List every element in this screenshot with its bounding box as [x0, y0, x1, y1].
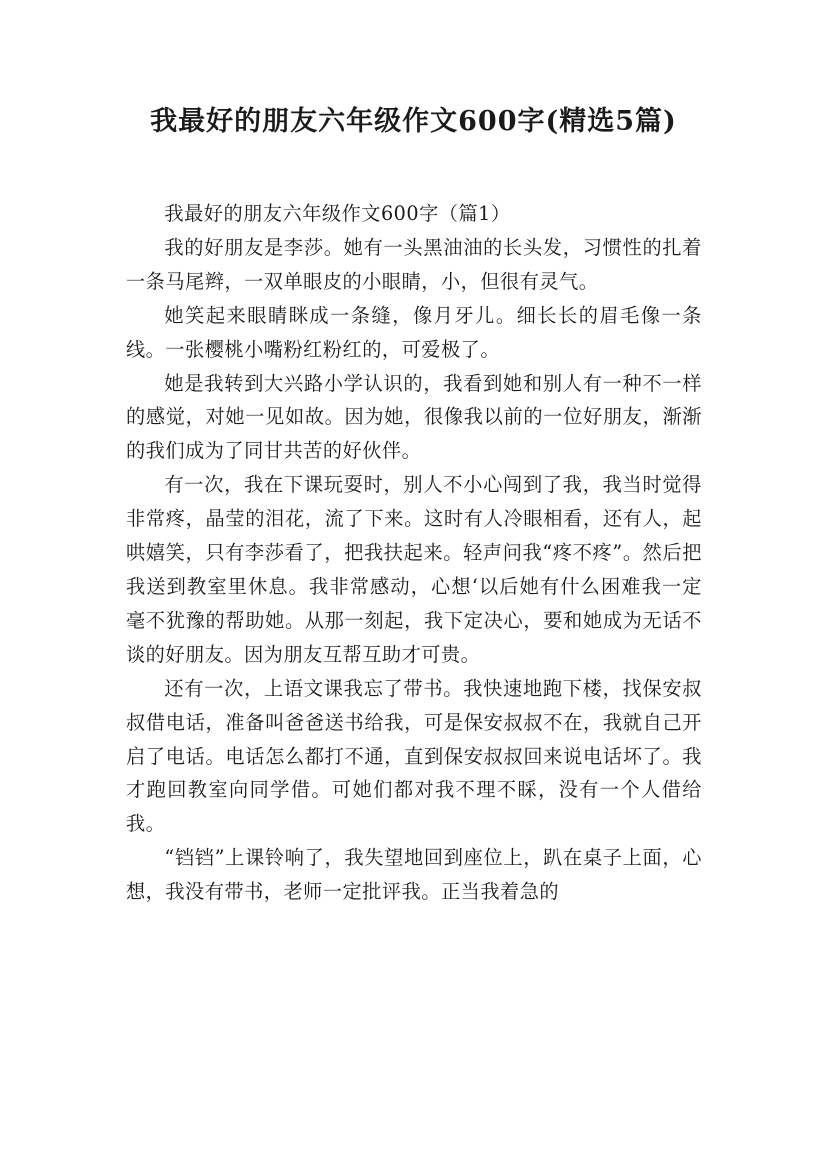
- document-title: 我最好的朋友六年级作文600字(精选5篇): [150, 106, 677, 137]
- paragraph: 她是我转到大兴路小学认识的，我看到她和别人有一种不一样的感觉，对她一见如故。因为她，很像我以前的一位好朋友，渐渐的我们成为了同甘共苦的好伙伴。: [126, 371, 702, 463]
- paragraph: 她笑起来眼睛眯成一条缝，像月牙儿。细长长的眉毛像一条线。一张樱桃小嘴粉红粉红的，可爱极了。: [126, 303, 702, 361]
- paragraph: “铛铛”上课铃响了，我失望地回到座位上，趴在桌子上面，心想，我没有带书，老师一定批评我。正当我着急的: [126, 846, 702, 904]
- paragraph-heading: 我最好的朋友六年级作文600字（篇1）: [164, 202, 511, 225]
- document-body: [126, 197, 702, 909]
- paragraph: 我的好朋友是李莎。她有一头黑油油的长头发，习惯性的扎着一条马尾辫，一双单眼皮的小眼睛，小，但很有灵气。: [126, 235, 702, 293]
- paragraph: 有一次，我在下课玩耍时，别人不小心闯到了我，我当时觉得非常疼，晶莹的泪花，流了下来。这时有人冷眼相看，还有人，起哄嬉笑，只有李莎看了，把我扶起来。轻声问我“疼不疼”。然后把我送到教室里休息。我非常感动，心想‘以后她有什么困难我一定毫不犹豫的帮助她。从那一刻起，我下定决心，要和她成为无话不谈的好朋友。因为朋友互帮互助才可贵。: [126, 473, 702, 666]
- paragraph: 还有一次，上语文课我忘了带书。我快速地跑下楼，找保安叔叔借电话，准备叫爸爸送书给我，可是保安叔叔不在，我就自己开启了电话。电话怎么都打不通，直到保安叔叔回来说电话坏了。我才跑回教室向同学借。可她们都对我不理不睬，没有一个人借给我。: [126, 676, 702, 836]
